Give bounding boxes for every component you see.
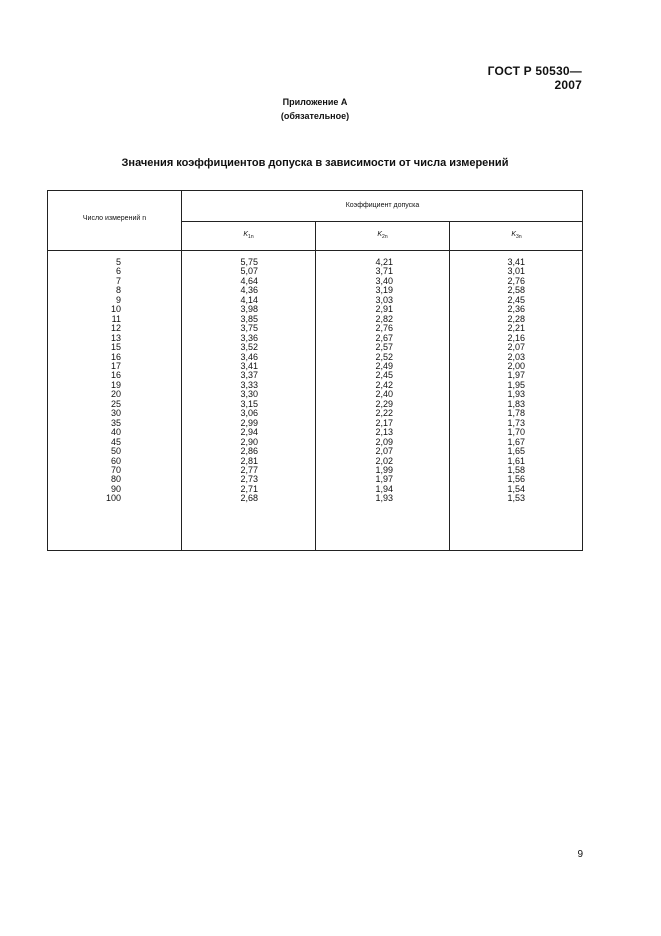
k3-value: 2,45 bbox=[507, 294, 525, 305]
k1-values-column bbox=[182, 258, 258, 504]
k2-value: 2,76 bbox=[375, 323, 393, 334]
k2-value: 2,22 bbox=[375, 408, 393, 419]
appendix-status: (обязательное) bbox=[280, 111, 350, 121]
k3-values-column bbox=[450, 258, 525, 504]
k1-value: 3,06 bbox=[240, 408, 258, 419]
n-value: 11 bbox=[111, 313, 121, 324]
n-value: 50 bbox=[110, 446, 121, 457]
k3-value: 1,78 bbox=[507, 408, 525, 419]
n-value: 15 bbox=[110, 342, 121, 353]
document-standard-code: ГОСТ Р 50530—2007 bbox=[487, 64, 582, 92]
n-value: 40 bbox=[110, 427, 121, 438]
k3-letter: K bbox=[511, 231, 517, 238]
k1-value: 2,73 bbox=[240, 474, 258, 485]
k2-value: 2,09 bbox=[375, 436, 393, 447]
n-value: 9 bbox=[115, 294, 121, 305]
k2-value: 3,40 bbox=[375, 275, 393, 286]
k3-value: 2,07 bbox=[507, 342, 525, 353]
k3-value: 2,28 bbox=[507, 313, 525, 324]
n-value: 19 bbox=[110, 379, 121, 390]
tolerance-coefficient-header: Коэффициент допуска bbox=[345, 202, 420, 209]
k1-value: 3,30 bbox=[240, 389, 258, 400]
k3-value: 1,97 bbox=[507, 370, 525, 381]
n-value: 13 bbox=[110, 332, 121, 343]
n-value: 100 bbox=[105, 493, 121, 504]
k3-value: 2,76 bbox=[507, 275, 525, 286]
k2-value: 1,97 bbox=[375, 474, 393, 485]
n-value: 60 bbox=[110, 455, 121, 466]
k1-value: 3,52 bbox=[240, 342, 258, 353]
k1-value: 3,46 bbox=[240, 351, 258, 362]
k1-value: 4,14 bbox=[240, 294, 258, 305]
k3-value: 2,03 bbox=[507, 351, 525, 362]
k3-value: 1,61 bbox=[507, 455, 525, 466]
k1-value: 2,90 bbox=[240, 436, 258, 447]
k1-column-header bbox=[182, 231, 315, 240]
n-value: 16 bbox=[110, 370, 121, 381]
k1-value: 3,15 bbox=[240, 398, 258, 409]
n-value: 12 bbox=[110, 323, 121, 334]
n-value: 5 bbox=[115, 257, 121, 267]
k3-value: 1,53 bbox=[507, 493, 525, 504]
k3-value: 2,36 bbox=[507, 304, 525, 315]
k3-value: 3,01 bbox=[507, 266, 525, 277]
k2-value: 2,40 bbox=[375, 389, 393, 400]
k2-value: 3,19 bbox=[375, 285, 393, 296]
n-value: 7 bbox=[115, 275, 121, 286]
k3-value: 2,58 bbox=[507, 285, 525, 296]
k2-value: 3,03 bbox=[375, 294, 393, 305]
appendix-heading bbox=[200, 95, 430, 123]
k3-value: 1,54 bbox=[507, 483, 525, 494]
k1-value: 5,07 bbox=[240, 266, 258, 277]
k1-value: 3,36 bbox=[240, 332, 258, 343]
k2-value: 2,49 bbox=[375, 360, 393, 371]
k2-value: 2,13 bbox=[375, 427, 393, 438]
k2-value: 2,91 bbox=[375, 304, 393, 315]
k1-value: 3,37 bbox=[240, 370, 258, 381]
n-value: 8 bbox=[115, 285, 121, 296]
k2-values-column bbox=[316, 258, 393, 504]
k2-value: 2,45 bbox=[375, 370, 393, 381]
k2-value: 1,93 bbox=[375, 493, 393, 504]
k3-value: 1,67 bbox=[507, 436, 525, 447]
k3-column-header bbox=[450, 231, 583, 240]
k3-value: 1,93 bbox=[507, 389, 525, 400]
n-value: 30 bbox=[110, 408, 121, 419]
k2-value: 2,57 bbox=[375, 342, 393, 353]
k2-value: 2,07 bbox=[375, 446, 393, 457]
appendix-title: Приложение А bbox=[282, 97, 348, 107]
n-value: 35 bbox=[110, 417, 121, 428]
k1-value: 2,99 bbox=[240, 417, 258, 428]
k3-value: 1,73 bbox=[507, 417, 525, 428]
table-title: Значения коэффициентов допуска в зависимости от числа измерений bbox=[121, 157, 509, 169]
k2-value: 4,21 bbox=[375, 257, 393, 267]
k1-value: 3,98 bbox=[240, 304, 258, 315]
k2-column-header bbox=[316, 231, 449, 240]
n-value: 20 bbox=[110, 389, 121, 400]
k3-value: 1,83 bbox=[507, 398, 525, 409]
k2-value: 2,82 bbox=[375, 313, 393, 324]
k3-value: 1,58 bbox=[507, 464, 525, 475]
header-divider-line bbox=[181, 221, 583, 222]
k2-subscript: 2n bbox=[382, 234, 388, 240]
k1-subscript: 1n bbox=[248, 234, 254, 240]
k3-value: 1,95 bbox=[507, 379, 525, 390]
k2-value: 2,67 bbox=[375, 332, 393, 343]
k3-value: 2,00 bbox=[507, 360, 525, 371]
k1-value: 2,86 bbox=[240, 446, 258, 457]
k1-value: 3,85 bbox=[240, 313, 258, 324]
k1-value: 3,33 bbox=[240, 379, 258, 390]
n-value: 6 bbox=[115, 266, 121, 277]
k1-value: 3,75 bbox=[240, 323, 258, 334]
tolerance-coefficients-table bbox=[47, 190, 583, 551]
n-value: 10 bbox=[110, 304, 121, 315]
k2-value: 3,71 bbox=[375, 266, 393, 277]
n-value: 90 bbox=[110, 483, 121, 494]
k2-value: 1,99 bbox=[375, 464, 393, 475]
n-value: 80 bbox=[110, 474, 121, 485]
k1-value: 3,41 bbox=[240, 360, 258, 371]
k1-value: 2,68 bbox=[240, 493, 258, 504]
k2-letter: K bbox=[377, 231, 383, 238]
k1-letter: K bbox=[243, 231, 249, 238]
k1-value: 4,36 bbox=[240, 285, 258, 296]
k3-subscript: 3n bbox=[516, 234, 522, 240]
k1-value: 2,71 bbox=[240, 483, 258, 494]
k3-value: 1,56 bbox=[507, 474, 525, 485]
k2-value: 2,17 bbox=[375, 417, 393, 428]
k3-value: 3,41 bbox=[507, 257, 525, 267]
n-value: 16 bbox=[110, 351, 121, 362]
k2-value: 2,42 bbox=[375, 379, 393, 390]
page-number: 9 bbox=[577, 849, 583, 860]
k1-value: 2,81 bbox=[240, 455, 258, 466]
n-value: 25 bbox=[110, 398, 121, 409]
measurements-count-column bbox=[48, 258, 121, 504]
measurements-count-header: Число измерений n bbox=[82, 215, 147, 222]
n-value: 45 bbox=[110, 436, 121, 447]
k3-value: 2,16 bbox=[507, 332, 525, 343]
k1-value: 5,75 bbox=[240, 257, 258, 267]
k3-value: 2,21 bbox=[507, 323, 525, 334]
n-value: 17 bbox=[110, 360, 121, 371]
k1-value: 4,64 bbox=[240, 275, 258, 286]
k1-value: 2,77 bbox=[240, 464, 258, 475]
k2-value: 1,94 bbox=[375, 483, 393, 494]
k2-value: 2,29 bbox=[375, 398, 393, 409]
n-value: 70 bbox=[110, 464, 121, 475]
k3-value: 1,65 bbox=[507, 446, 525, 457]
k1-value: 2,94 bbox=[240, 427, 258, 438]
k2-value: 2,52 bbox=[375, 351, 393, 362]
k3-value: 1,70 bbox=[507, 427, 525, 438]
k2-value: 2,02 bbox=[375, 455, 393, 466]
